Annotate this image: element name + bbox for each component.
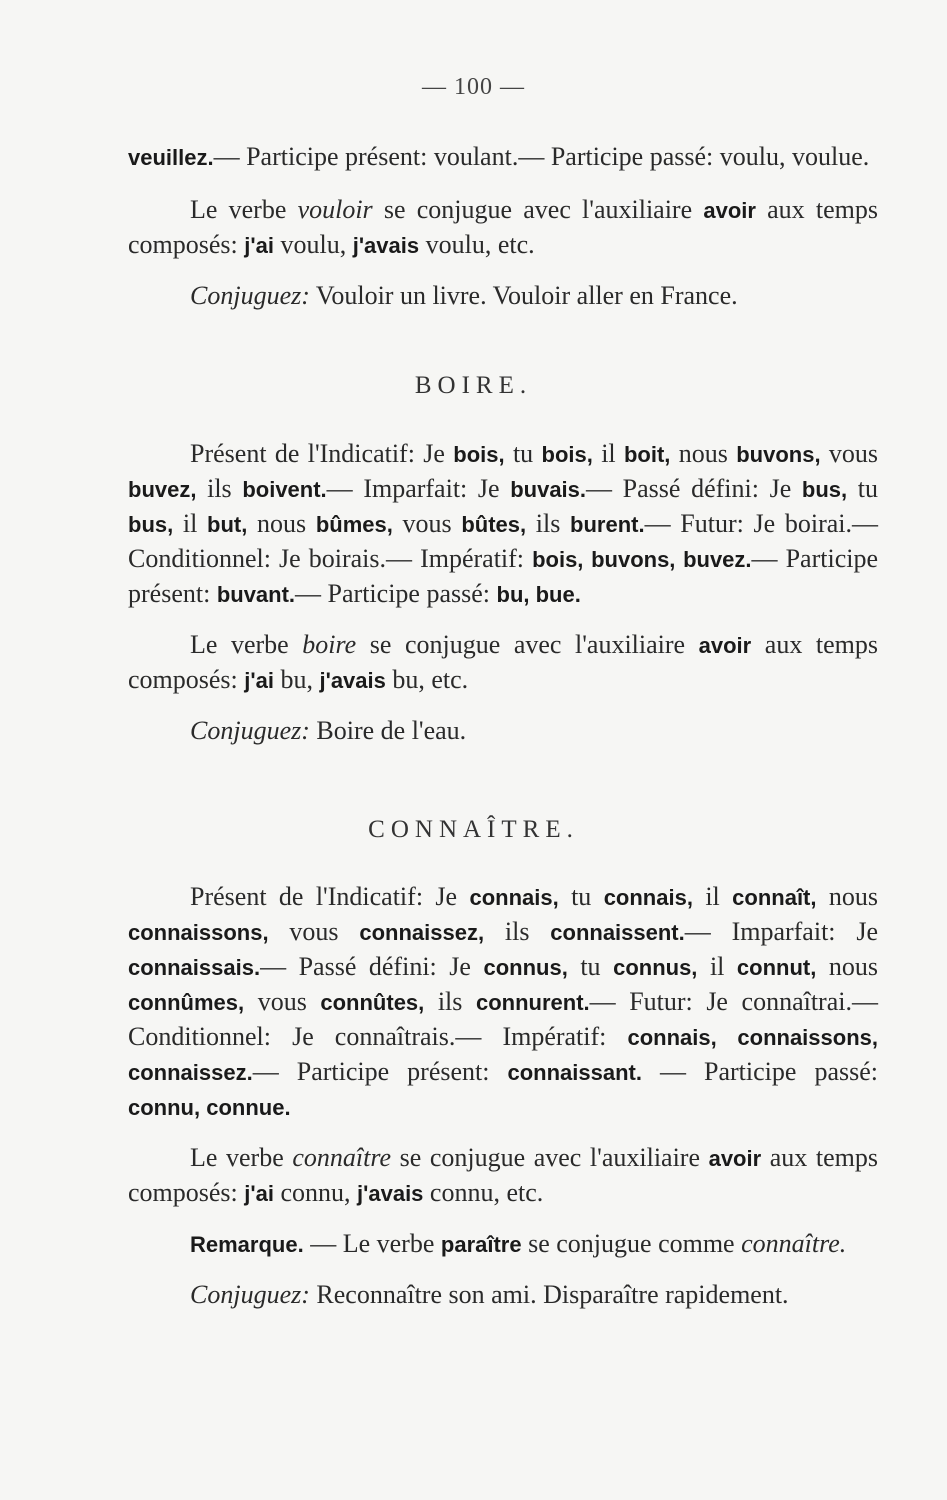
connaitre-auxiliary-paragraph: Le verbe connaître se conjugue avec l'auxiliaire avoir aux temps composés: j'ai connu, j'avais connu, etc. bbox=[128, 1143, 878, 1207]
vouloir-imperatif-form: veuillez. bbox=[128, 145, 214, 170]
boire-conjugation-paragraph: Présent de l'Indicatif: Je bois, tu bois, il boit, nous buvons, vous buvez, ils boivent.— Imparfait: Je buvais.— Passé défini: Je bus, tu bus, il but, nous bûmes, vous bûtes, ils burent.— Futur: Je boirai.— Conditionnel: Je boirais.— Impératif: bois, buvons, buvez.— Participe présent: buvant.— Participe passé: bu, bue. bbox=[128, 439, 879, 608]
connaitre-remark: Remarque. — Le verbe paraître se conjugue comme connaître. bbox=[190, 1229, 847, 1258]
boire-auxiliary-paragraph: Le verbe boire se conjugue avec l'auxiliaire avoir aux temps composés: j'ai bu, j'avais bu, etc. bbox=[128, 630, 878, 694]
connaitre-conjugation-paragraph: Présent de l'Indicatif: Je connais, tu connais, il connaît, nous connaissons, vous connaissez, ils connaissent.— Imparfait: Je connaissais.— Passé défini: Je connus, tu connus, il connut, nous connûmes, vous connûtes, ils connurent.— Futur: Je connaîtrai.— Conditionnel: Je connaîtrais.— Impératif: connais, connaissons, connaissez.— Participe présent: connaissant. — Participe passé: connu, connue. bbox=[128, 882, 878, 1120]
page-number: — 100 — bbox=[422, 74, 525, 100]
vouloir-section bbox=[128, 140, 878, 313]
vouloir-imperatif-paragraph: veuillez.— Participe présent: voulant.— Participe passé: voulu, voulue. bbox=[128, 142, 870, 171]
boire-section bbox=[128, 437, 878, 748]
boire-exercise: Conjuguez: Boire de l'eau. bbox=[190, 716, 467, 745]
connaitre-exercise: Conjuguez: Reconnaître son ami. Disparaître rapidement. bbox=[190, 1280, 789, 1309]
vouloir-auxiliary-paragraph: Le verbe vouloir se conjugue avec l'auxiliaire avoir aux temps composés: j'ai voulu, j'avais voulu, etc. bbox=[128, 195, 878, 259]
boire-heading: BOIRE. bbox=[414, 372, 533, 399]
connaitre-heading: CONNAÎTRE. bbox=[368, 816, 579, 843]
connaitre-section bbox=[128, 880, 878, 1312]
vouloir-exercise: Conjuguez: Vouloir un livre. Vouloir aller en France. bbox=[190, 281, 738, 310]
